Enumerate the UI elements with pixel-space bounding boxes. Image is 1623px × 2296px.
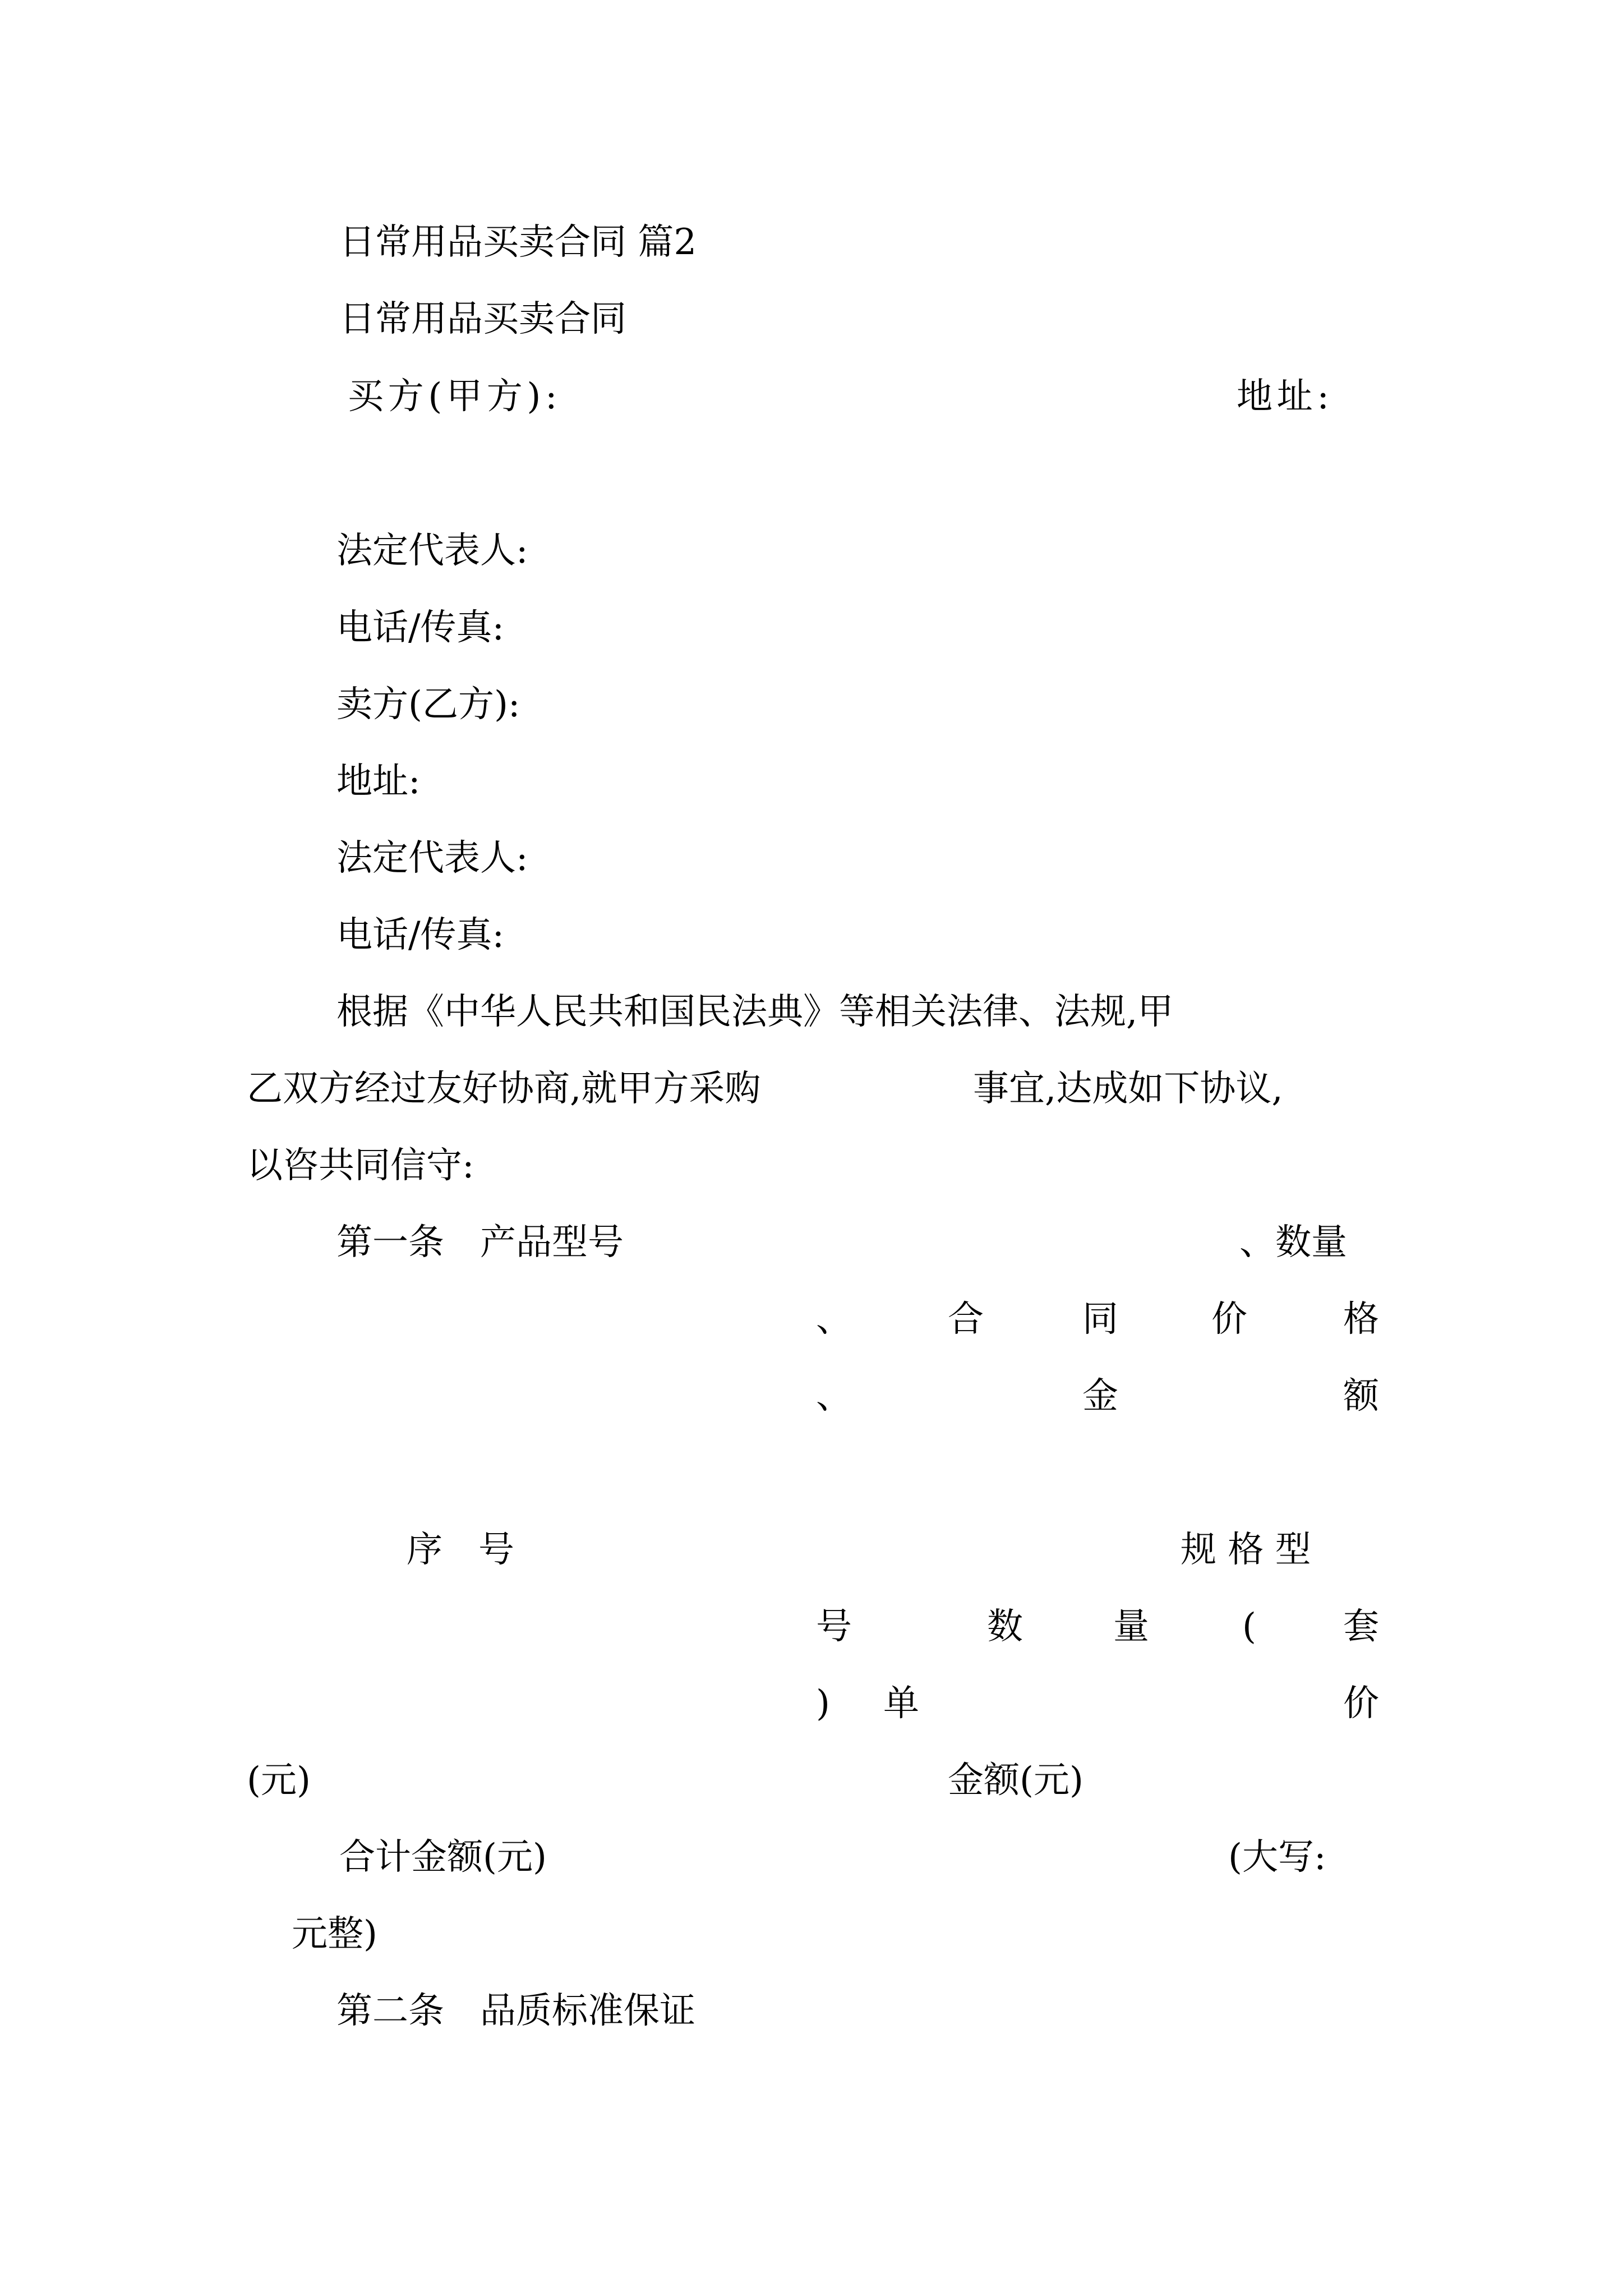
paragraph-line-2a: 乙双方经过友好协商,就甲方采购 xyxy=(247,1068,761,1110)
article-1-char-tong: 同 xyxy=(1082,1299,1118,1340)
table-header-dan: 单 xyxy=(883,1683,919,1724)
seller-label: 卖方(乙方): xyxy=(336,684,520,725)
buyer-legal-rep: 法定代表人: xyxy=(336,530,528,572)
seller-legal-rep: 法定代表人: xyxy=(336,838,528,879)
title-line-1: 日常用品买卖合同 篇2 xyxy=(339,222,697,263)
buyer-phone-fax: 电话/传真: xyxy=(336,607,505,648)
total-amount-uppercase: (大写: xyxy=(1228,1837,1326,1878)
article-1-char-e: 额 xyxy=(1343,1375,1379,1417)
article-1-separator-1: 、 xyxy=(816,1299,852,1340)
table-header-amount: 金额(元) xyxy=(948,1760,1083,1801)
paragraph-line-2b: 事宜,达成如下协议, xyxy=(973,1068,1283,1110)
buyer-label: 买方(甲方): xyxy=(348,376,562,417)
table-header-seq: 序 号 xyxy=(407,1529,514,1571)
total-amount-uppercase-end: 元整) xyxy=(292,1913,377,1955)
table-header-spec: 规 格 型 xyxy=(1181,1529,1311,1571)
article-1-char-jin: 金 xyxy=(1082,1375,1118,1417)
article-1-char-ge: 格 xyxy=(1343,1299,1379,1340)
table-header-jia: 价 xyxy=(1343,1683,1379,1724)
table-header-hao: 号 xyxy=(816,1606,852,1648)
paragraph-line-3: 以咨共同信守: xyxy=(247,1145,474,1186)
table-header-yuan: (元) xyxy=(247,1760,311,1801)
seller-address: 地址: xyxy=(336,761,421,802)
article-1-quantity: 、数量 xyxy=(1239,1222,1347,1263)
article-1-separator-2: 、 xyxy=(816,1375,852,1417)
table-header-tao: 套 xyxy=(1343,1606,1379,1648)
seller-phone-fax: 电话/传真: xyxy=(336,914,505,956)
paragraph-line-1: 根据《中华人民共和国民法典》等相关法律、法规,甲 xyxy=(336,991,1174,1033)
table-header-paren-open: ( xyxy=(1242,1606,1256,1648)
table-header-liang: 量 xyxy=(1113,1606,1149,1648)
table-header-shu: 数 xyxy=(987,1606,1023,1648)
article-1-char-he: 合 xyxy=(948,1299,984,1340)
article-2-heading: 第二条 品质标准保证 xyxy=(336,1990,695,2032)
total-amount-label: 合计金额(元) xyxy=(339,1837,547,1878)
title-line-2: 日常用品买卖合同 xyxy=(339,298,626,340)
buyer-address-label: 地址: xyxy=(1237,376,1334,417)
article-1-heading: 第一条 产品型号 xyxy=(336,1222,624,1263)
table-header-paren-close: ) xyxy=(816,1683,830,1724)
article-1-char-jia: 价 xyxy=(1211,1299,1247,1340)
